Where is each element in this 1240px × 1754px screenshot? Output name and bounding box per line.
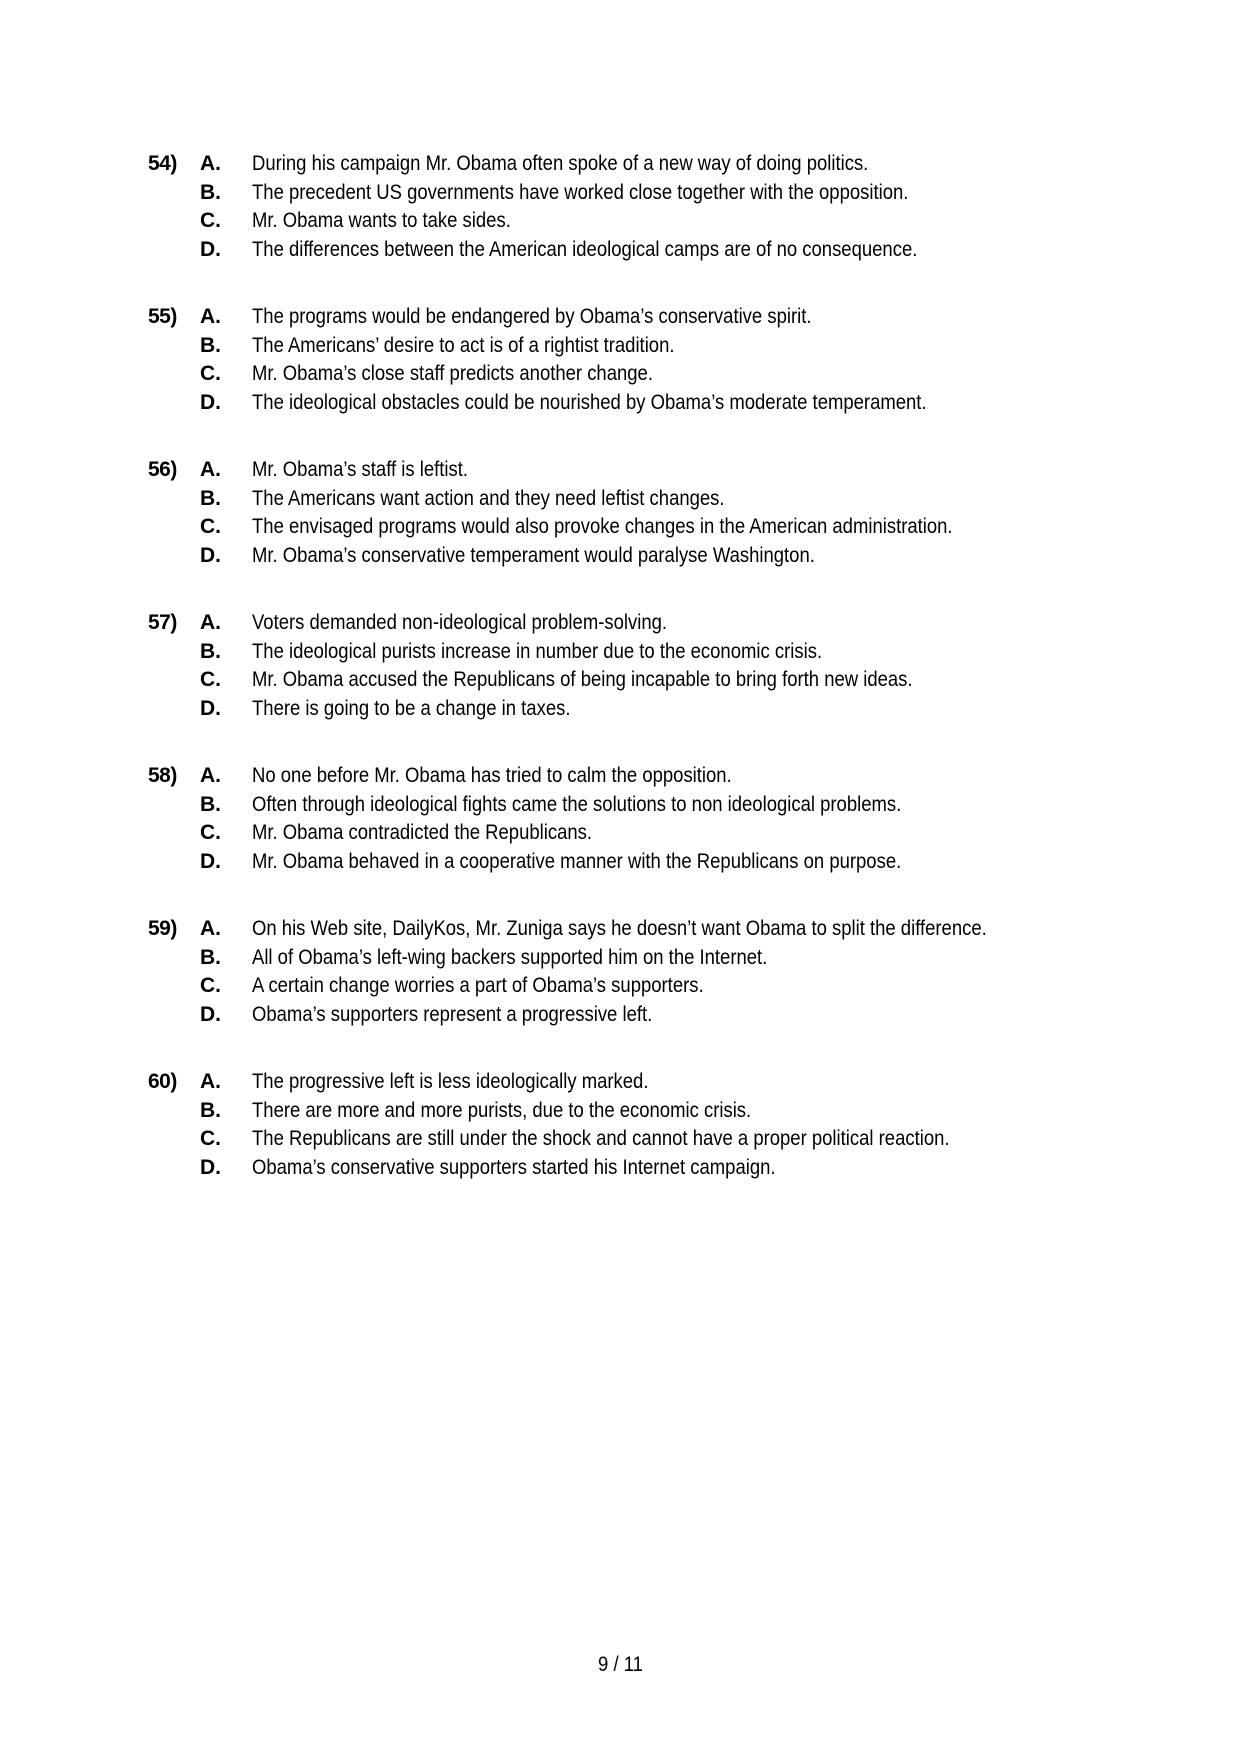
option-text: Voters demanded non-ideological problem-solving. (252, 611, 668, 634)
option-row (148, 819, 1148, 848)
option-row (148, 360, 1148, 389)
option-text: The Republicans are still under the shock and cannot have a proper political reaction. (252, 1127, 950, 1151)
option-letter: B. (200, 180, 221, 204)
option-row (148, 609, 1148, 638)
option-text: The ideological obstacles could be nourished by Obama’s moderate temperament. (252, 391, 927, 415)
option-row (148, 791, 1148, 820)
option-letter: C. (200, 1127, 221, 1151)
option-text: The Americans’ desire to act is of a rightist tradition. (252, 333, 675, 357)
option-row (148, 1068, 1148, 1097)
option-text: No one before Mr. Obama has tried to calm the opposition. (252, 764, 732, 787)
option-letter: A. (200, 764, 221, 787)
option-letter: C. (200, 821, 221, 845)
option-row (148, 972, 1148, 1001)
option-letter: A. (200, 305, 221, 328)
option-row (148, 542, 1148, 571)
option-text: Mr. Obama’s staff is leftist. (252, 458, 469, 481)
option-letter: B. (200, 639, 221, 663)
option-text: The differences between the American ideological camps are of no consequence. (252, 238, 918, 262)
option-text: Obama’s conservative supporters started his Internet campaign. (252, 1156, 776, 1180)
option-letter: B. (200, 486, 221, 510)
option-row (148, 1125, 1148, 1154)
option-letter: A. (200, 152, 221, 175)
question-58 (148, 762, 1148, 877)
option-text: A certain change worries a part of Obama’s supporters. (252, 974, 704, 998)
option-text: The precedent US governments have worked close together with the opposition. (252, 180, 909, 204)
option-text: The Americans want action and they need leftist changes. (252, 486, 725, 510)
option-text: There is going to be a change in taxes. (252, 697, 571, 721)
question-number: 55) (148, 305, 177, 328)
option-text: The programs would be endangered by Obama’s conservative spirit. (252, 305, 812, 328)
option-letter: C. (200, 515, 221, 539)
option-row (148, 762, 1148, 791)
question-59 (148, 915, 1148, 1030)
option-letter: A. (200, 611, 221, 634)
option-text: There are more and more purists, due to the economic crisis. (252, 1098, 752, 1122)
option-letter: C. (200, 668, 221, 692)
option-letter: C. (200, 362, 221, 386)
option-text: The envisaged programs would also provoke changes in the American administration. (252, 515, 953, 539)
option-row (148, 915, 1148, 944)
option-row (148, 1001, 1148, 1030)
option-text: On his Web site, DailyKos, Mr. Zuniga says he doesn’t want Obama to split the difference. (252, 917, 987, 940)
question-number: 57) (148, 611, 177, 634)
option-text: The progressive left is less ideologically marked. (252, 1070, 649, 1093)
page-number: 9 / 11 (597, 1653, 643, 1676)
page-footer (0, 1653, 1240, 1677)
option-text: Mr. Obama’s conservative temperament would paralyse Washington. (252, 544, 815, 568)
option-text: Often through ideological fights came the solutions to non ideological problems. (252, 792, 902, 816)
option-letter: D. (200, 544, 221, 568)
option-row (148, 456, 1148, 485)
option-text: Obama’s supporters represent a progressive left. (252, 1003, 653, 1027)
option-text: Mr. Obama contradicted the Republicans. (252, 821, 593, 845)
option-text: Mr. Obama behaved in a cooperative manner with the Republicans on purpose. (252, 850, 902, 874)
option-row (148, 236, 1148, 265)
question-54 (148, 150, 1148, 265)
option-row (148, 485, 1148, 514)
option-letter: D. (200, 391, 221, 415)
option-text: All of Obama’s left-wing backers supported him on the Internet. (252, 945, 768, 969)
option-row (148, 848, 1148, 877)
option-row (148, 638, 1148, 667)
option-row (148, 332, 1148, 361)
question-number: 56) (148, 458, 177, 481)
question-60 (148, 1068, 1148, 1183)
option-text: Mr. Obama accused the Republicans of being incapable to bring forth new ideas. (252, 668, 913, 692)
option-letter: D. (200, 238, 221, 262)
option-letter: D. (200, 697, 221, 721)
option-letter: A. (200, 1070, 221, 1093)
option-letter: B. (200, 333, 221, 357)
question-number: 60) (148, 1070, 177, 1093)
option-letter: A. (200, 458, 221, 481)
option-row (148, 944, 1148, 973)
option-row (148, 389, 1148, 418)
option-text: During his campaign Mr. Obama often spoke of a new way of doing politics. (252, 152, 869, 175)
option-row (148, 1154, 1148, 1183)
question-number: 58) (148, 764, 177, 787)
option-letter: B. (200, 792, 221, 816)
option-row (148, 303, 1148, 332)
option-letter: B. (200, 1098, 221, 1122)
option-row (148, 513, 1148, 542)
question-number: 54) (148, 152, 177, 175)
option-letter: D. (200, 850, 221, 874)
option-text: Mr. Obama wants to take sides. (252, 209, 511, 233)
question-number: 59) (148, 917, 177, 940)
option-row (148, 1097, 1148, 1126)
option-row (148, 207, 1148, 236)
option-row (148, 150, 1148, 179)
option-letter: C. (200, 209, 221, 233)
option-row (148, 666, 1148, 695)
option-row (148, 179, 1148, 208)
option-text: Mr. Obama’s close staff predicts another change. (252, 362, 653, 386)
option-letter: D. (200, 1003, 221, 1027)
option-letter: B. (200, 945, 221, 969)
question-56 (148, 456, 1148, 571)
option-text: The ideological purists increase in number due to the economic crisis. (252, 639, 823, 663)
option-letter: D. (200, 1156, 221, 1180)
question-57 (148, 609, 1148, 724)
option-letter: A. (200, 917, 221, 940)
question-55 (148, 303, 1148, 418)
option-row (148, 695, 1148, 724)
option-letter: C. (200, 974, 221, 998)
